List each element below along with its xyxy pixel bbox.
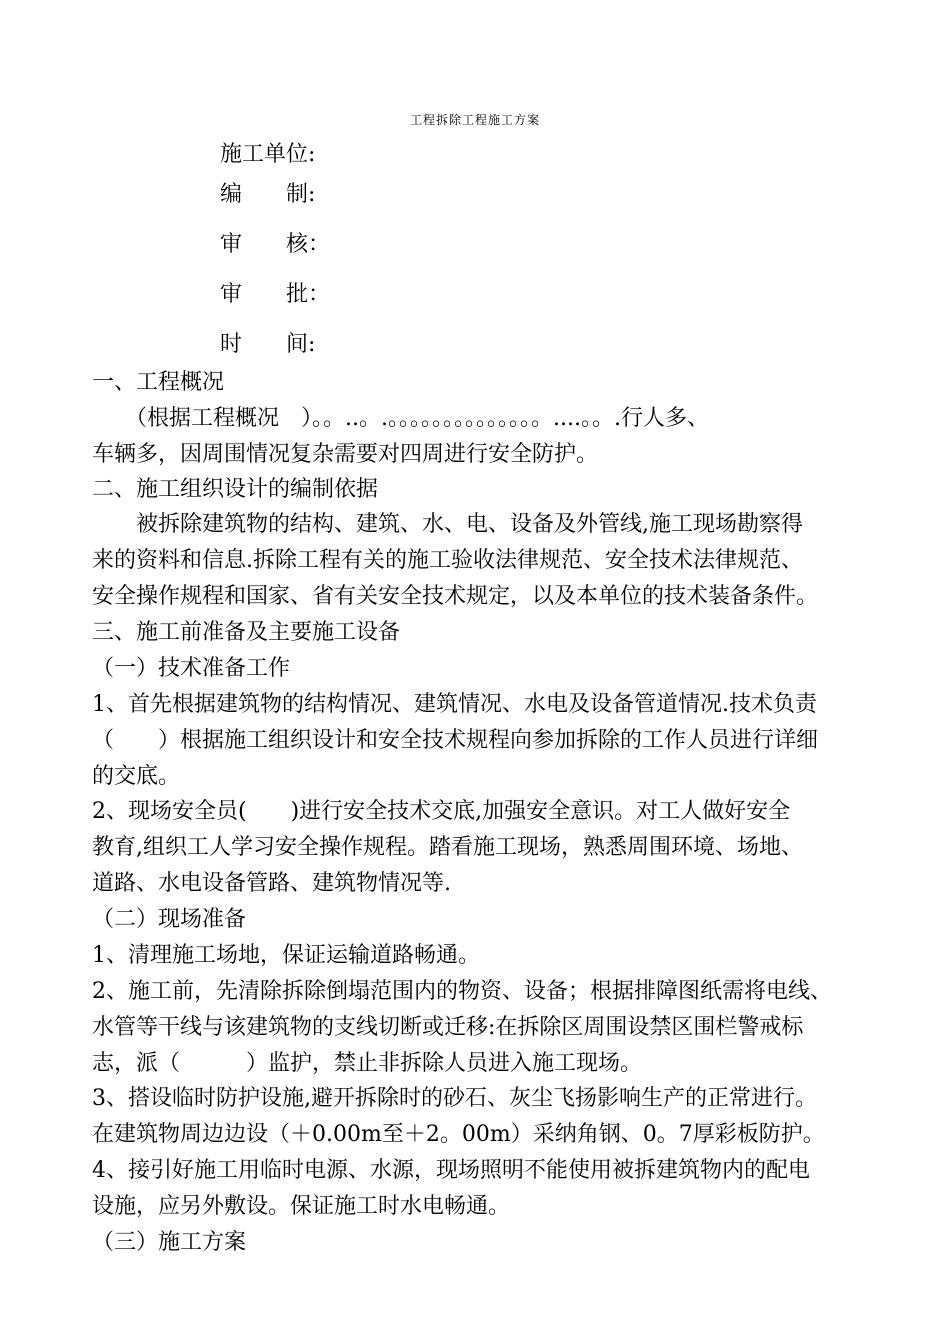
paragraph-line: 车辆多，因周围情况复杂需要对四周进行安全防护。 <box>92 442 599 467</box>
section-heading: 三、施工前准备及主要施工设备 <box>92 620 401 645</box>
subsection-heading: （三）施工方案 <box>92 1230 247 1255</box>
meta-unit: 施工单位: <box>220 142 316 167</box>
paragraph-line: 安全操作规程和国家、省有关安全技术规定，以及本单位的技术装备条件。 <box>92 584 819 609</box>
meta-compiler: 编 制: <box>220 182 316 207</box>
paragraph-line: 教育,组织工人学习安全操作规程。踏看施工现场，熟悉周围环境、场地、 <box>92 835 803 860</box>
paragraph-line: 3、搭设临时防护设施,避开拆除时的砂石、灰尘飞扬影响生产的正常进行。 <box>92 1086 817 1111</box>
paragraph-line: 1、首先根据建筑物的结构情况、建筑情况、水电及设备管道情况.技术负责 <box>92 692 817 717</box>
subsection-heading: （一）技术准备工作 <box>92 656 291 681</box>
paragraph-line: 1、清理施工场地，保证运输道路畅通。 <box>92 943 480 968</box>
paragraph-line: 的交底。 <box>92 764 181 789</box>
section-heading: 一、工程概况 <box>92 370 225 395</box>
meta-time: 时 间: <box>220 332 316 357</box>
paragraph-line: 来的资料和信息.拆除工程有关的施工验收法律规范、安全技术法律规范、 <box>92 548 803 573</box>
paragraph-line: 水管等干线与该建筑物的支线切断或迁移:在拆除区周围设禁区围栏警戒标 <box>92 1015 804 1040</box>
subsection-heading: （二）现场准备 <box>92 907 247 932</box>
paragraph-line: 被拆除建筑物的结构、建筑、水、电、设备及外管线,施工现场勘察得 <box>92 512 803 537</box>
paragraph-line: （ ）根据施工组织设计和安全技术规程向参加拆除的工作人员进行详细 <box>92 728 819 753</box>
paragraph-line: 4、接引好施工用临时电源、水源，现场照明不能使用被拆建筑物内的配电 <box>92 1158 810 1183</box>
paragraph-line: 在建筑物周边边设（＋0.00m至＋2。00m）采纳角钢、0。7厚彩板防护。 <box>92 1122 825 1147</box>
meta-approver: 审 批： <box>220 282 331 307</box>
paragraph-line: 志，派（ ）监护，禁止非拆除人员进入施工现场。 <box>92 1051 643 1076</box>
meta-reviewer: 审 核： <box>220 232 331 257</box>
paragraph-line: 道路、水电设备管路、建筑物情况等. <box>92 871 451 896</box>
section-heading: 二、施工组织设计的编制依据 <box>92 477 379 502</box>
paragraph-line: 2、施工前，先清除拆除倒塌范围内的物资、设备；根据排障图纸需将电线、 <box>92 979 832 1004</box>
paragraph-line: （根据工程概况 ）。。..。.。。。。。。。。。。。。。。....。。.行人多、 <box>92 406 709 431</box>
paragraph-line: 2、现场安全员( )进行安全技术交底,加强安全意识。对工人做好安全 <box>92 799 791 824</box>
paragraph-line: 设施，应另外敷设。保证施工时水电畅通。 <box>92 1194 511 1219</box>
document-title: 工程拆除工程施工方案 <box>409 113 540 127</box>
